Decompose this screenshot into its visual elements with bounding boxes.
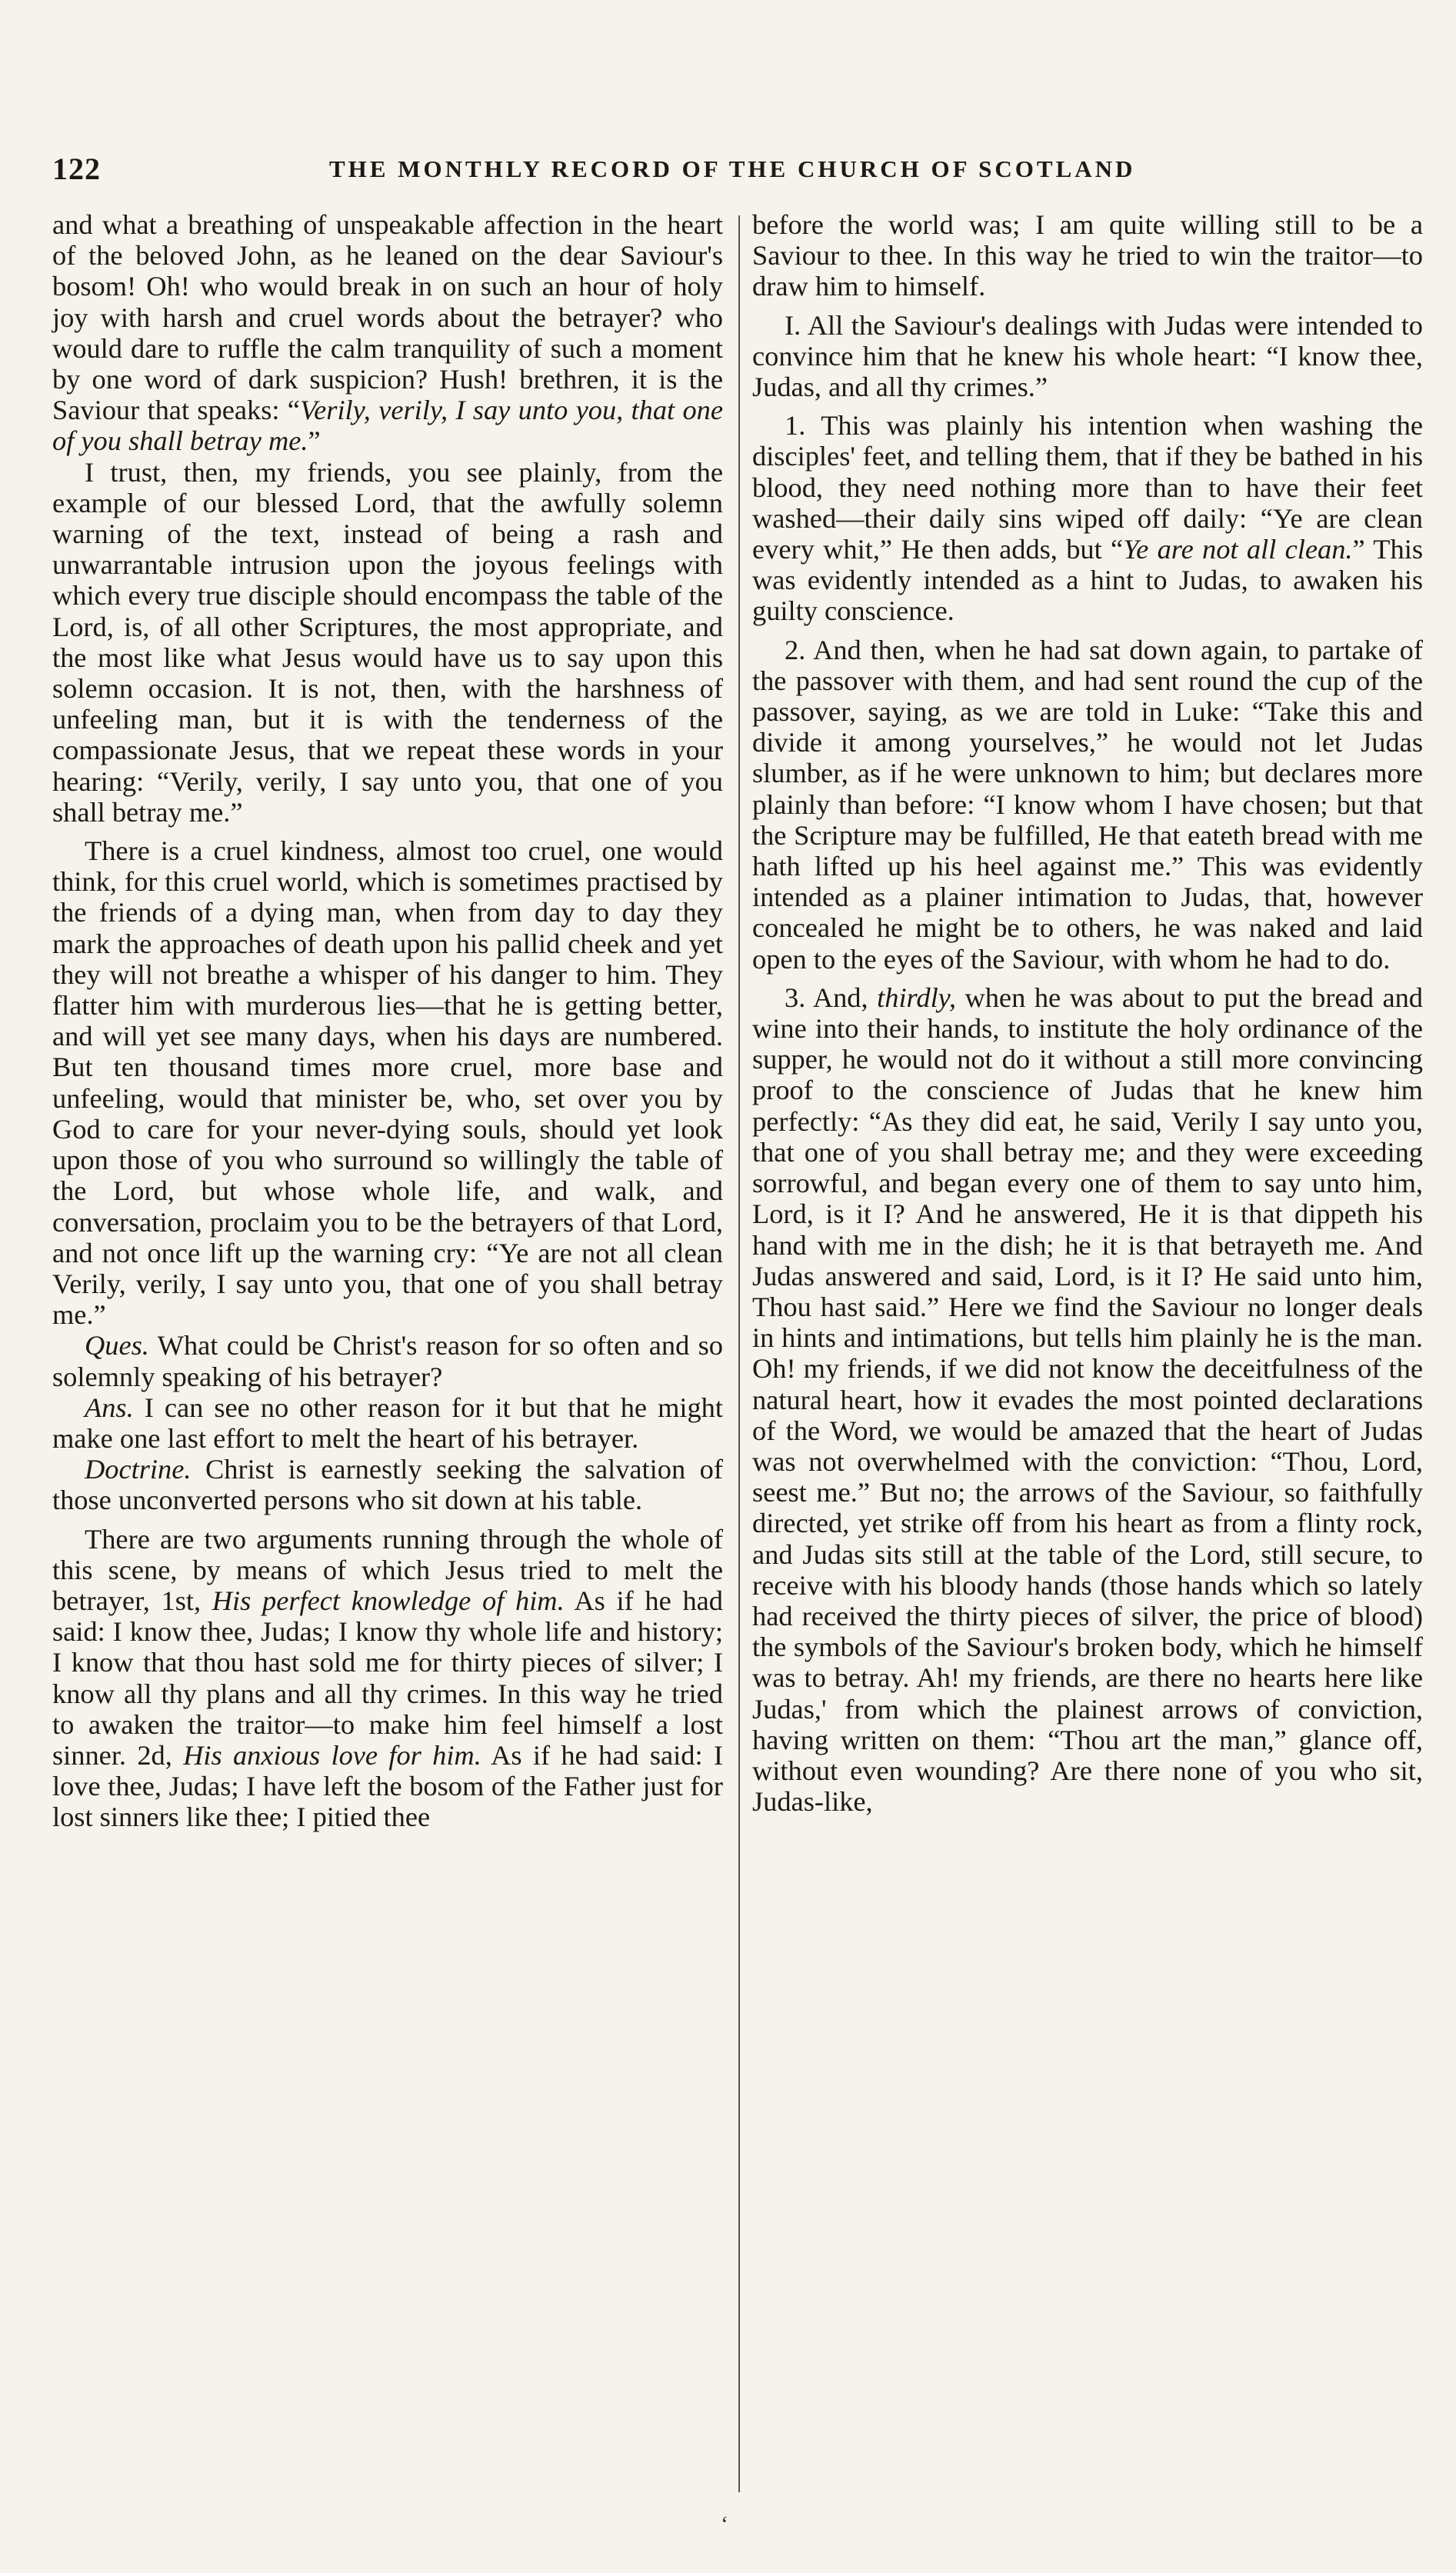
answer-paragraph: Ans. I can see no other reason for it but that he might make one last effort to melt the heart of his betrayer. xyxy=(52,1391,723,1454)
paragraph: There are two arguments running through the whole of this scene, by means of which Jesus tried to melt the betrayer, 1st, His perfect knowledge of him. As if he had said: I know thee, Judas; I know thy whole life and history; I know that thou hast sold me for thirty pieces of silver; I know all thy plans and all thy crimes. In this way he tried to awaken the traitor—to make him feel himself a lost sinner. 2d, His anxious love for him. As if he had said: I love thee, Judas; I have left the bosom of the Father just for lost sinners like thee; I pitied thee xyxy=(52,1523,723,1833)
question-paragraph: Ques. What could be Christ's reason for so often and so solemnly speaking of his betrayer? xyxy=(52,1330,723,1392)
printer-mark: ‘ xyxy=(721,2511,728,2537)
left-column xyxy=(52,209,723,1833)
argument-heading: His anxious love for him. xyxy=(183,1739,481,1771)
paragraph: There is a cruel kindness, almost too cruel, one would think, for this cruel world, which is sometimes practised by the friends of a dying man, when from day to day they mark the approaches of death upon his pallid cheek and yet they will not breathe a whisper of his danger to him. They flatter him with murderous lies—that he is getting better, and will yet see many days, when his days are numbered. But ten thousand times more cruel, more base and unfeeling, would that minister be, who, set over you by God to care for your never-dying souls, should yet look upon those of you who surround so willingly the table of the Lord, but whose whole life, and walk, and conversation, proclaim you to be the betrayers of that Lord, and not once lift up the warning cry: “Ye are not all clean Verily, verily, I say unto you, that one of you shall betray me.” xyxy=(52,835,723,1331)
paragraph: I trust, then, my friends, you see plainly, from the example of our blessed Lord, that the awfully solemn warning of the text, instead of being a rash and unwarrantable intrusion upon the joyous feelings with which every true disciple should encompass the table of the Lord, is, of all other Scriptures, the most appropriate, and the most like what Jesus would have us to say upon this solemn occasion. It is not, then, with the harshness of unfeeling man, but it is with the tenderness of the compassionate Jesus, that we repeat these words in your hearing: “Verily, verily, I say unto you, that one of you shall betray me.” xyxy=(52,456,723,828)
running-title: THE MONTHLY RECORD OF THE CHURCH OF SCOTLAND xyxy=(329,155,1136,182)
page-number: 122 xyxy=(52,152,101,186)
page-header xyxy=(52,151,1437,197)
paragraph: 1. This was plainly his intention when washing the disciples' feet, and telling them, that if they be bathed in his blood, they need nothing more than to have their feet washed—their daily sins wiped off daily: “Ye are clean every whit,” He then adds, but “Ye are not all clean.” This was evidently intended as a hint to Judas, to awaken his guilty conscience. xyxy=(752,410,1424,627)
scripture-quote: Verily, verily, I say unto you, that one of you shall betray me. xyxy=(52,395,723,457)
doctrine-paragraph: Doctrine. Christ is earnestly seeking the salvation of those unconverted persons who sit down at his table. xyxy=(52,1454,723,1516)
paragraph: I. All the Saviour's dealings with Judas were intended to convince him that he knew his whole heart: “I know thee, Judas, and all thy crimes.” xyxy=(752,309,1423,403)
scripture-quote: Ye are not all clean. xyxy=(1123,534,1353,565)
emphasis: thirdly, xyxy=(877,982,956,1013)
paragraph: and what a breathing of unspeakable affection in the heart of the beloved John, as he leaned on the dear Saviour's bosom! Oh! who would break in on such an hour of holy joy with harsh and cruel words about the betrayer? who would dare to ruffle the calm tranquility of such a moment by one word of dark suspicion? Hush! brethren, it is the Saviour that speaks: “Verily, verily, I say unto you, that one of you shall betray me.” xyxy=(52,209,723,457)
paragraph: before the world was; I am quite willing still to be a Saviour to thee. In this way he tried to win the traitor—to draw him to himself. xyxy=(752,209,1423,302)
right-column xyxy=(752,209,1423,1817)
argument-heading: His perfect knowledge of him. xyxy=(212,1585,565,1616)
answer-label: Ans. xyxy=(85,1391,134,1423)
doctrine-label: Doctrine. xyxy=(85,1454,192,1485)
column-divider xyxy=(738,215,740,2492)
paragraph: 2. And then, when he had sat down again, to partake of the passover with them, and had sent round the cup of the passover, saying, as we are told in Luke: “Take this and divide it among yourselves,” he would not let Judas slumber, as if he were unknown to him; but declares more plainly than before: “I know whom I have chosen; but that the Scripture may be fulfilled, He that eateth bread with me hath lifted up his heel against me.” This was evidently intended as a plainer intimation to Judas, that, however concealed he might be to others, he was naked and laid open to the eyes of the Saviour, with whom he had to do. xyxy=(752,634,1423,975)
question-label: Ques. xyxy=(85,1330,149,1361)
paragraph: 3. And, thirdly, when he was about to put the bread and wine into their hands, to institute the holy ordinance of the supper, he would not do it without a still more convincing proof to the conscience of Judas that he knew him perfectly: “As they did eat, he said, Verily I say unto you, that one of you shall betray me; and they were exceeding sorrowful, and began every one of them to say unto him, Lord, is it I? And he answered, He it is that dippeth his hand with me in the dish; he it is that betrayeth me. And Judas answered and said, Lord, is it I? He said unto him, Thou hast said.” Here we find the Saviour no longer deals in hints and intimations, but tells him plainly he is the man. Oh! my friends, if we did not know the deceitfulness of the natural heart, how it evades the most pointed declarations of the Word, we would be amazed that the heart of Judas was not overwhelmed with the conviction: “Thou, Lord, seest me.” But no; the arrows of the Saviour, so faithfully directed, yet strike off from his heart as from a flinty rock, and Judas sits still at the table of the Lord, still secure, to receive with his bloody hands (those hands which so lately had received the thirty pieces of silver, the price of blood) the symbols of the Saviour's broken body, which he himself was to betray. Ah! my friends, are there no hearts here like Judas,' from which the plainest arrows of conviction, having written on them: “Thou art the man,” glance off, without even wounding? Are there none of you who sit, Judas-like, xyxy=(752,982,1423,1818)
